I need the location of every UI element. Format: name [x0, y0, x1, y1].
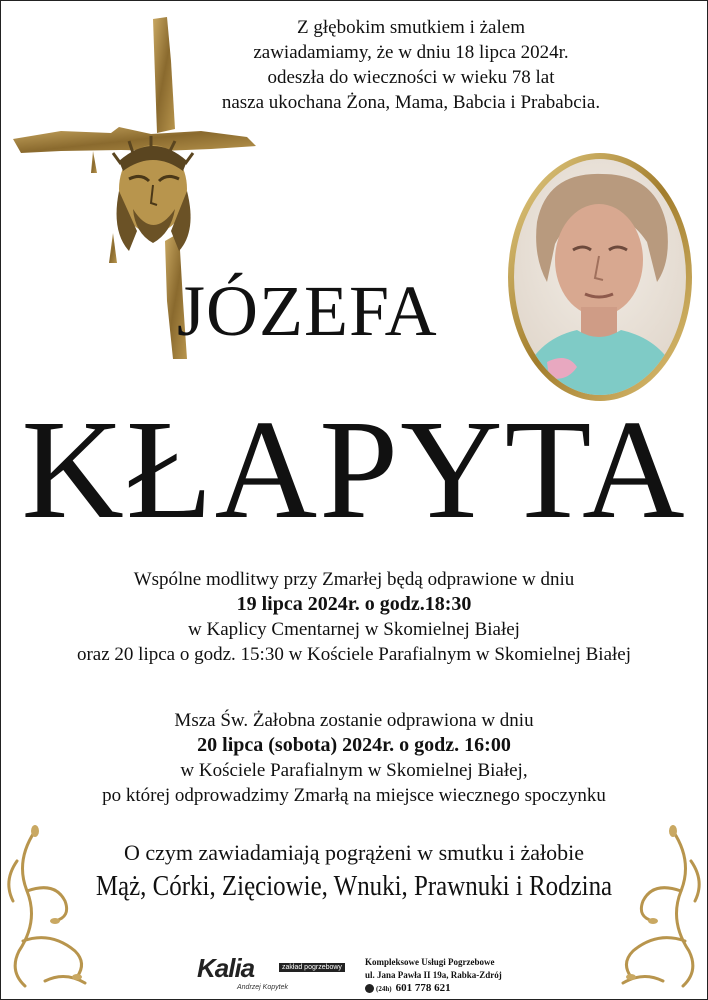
phone-number: 601 778 621 [395, 982, 451, 994]
company-phone-row [365, 982, 502, 996]
logo-owner: Andrzej Kopytek [237, 984, 288, 991]
company-name: Kompleksowe Usługi Pogrzebowe [365, 957, 495, 967]
phone-label: (24h) [376, 985, 392, 993]
family-line: Mąż, Córki, Zięciowie, Wnuki, Prawnuki i Rodzina [95, 870, 613, 902]
mass-section [1, 708, 707, 808]
phone-icon [365, 984, 374, 993]
logo-tag: zakład pogrzebowy [279, 963, 345, 972]
logo-name: Kalia [197, 953, 255, 983]
prayers-line: oraz 20 lipca o godz. 15:30 w Kościele Parafialnym w Skomielnej Białej [76, 644, 632, 665]
deceased-portrait-photo [507, 152, 693, 402]
mass-line: Msza Św. Żałobna zostanie odprawiona w dniu [174, 710, 534, 731]
intro-line: Z głębokim smutkiem i żalem [297, 17, 525, 38]
mass-date: 20 lipca (sobota) 2024r. o godz. 16:00 [197, 734, 511, 756]
closing-section [1, 839, 707, 905]
prayers-line: Wspólne modlitwy przy Zmarłej będą odprawione w dniu [133, 569, 575, 590]
first-name: JÓZEFA [177, 271, 438, 351]
closing-line: O czym zawiadamiają pogrążeni w smutku i żałobie [124, 840, 584, 865]
last-name: KŁAPYTA [21, 390, 687, 548]
intro-text [151, 15, 671, 115]
company-info [365, 956, 502, 996]
prayers-line: w Kaplicy Cmentarnej w Skomielnej Białej [188, 619, 520, 640]
company-address: ul. Jana Pawła II 19a, Rabka-Zdrój [365, 970, 502, 980]
mass-line: w Kościele Parafialnym w Skomielnej Białej, [180, 760, 528, 781]
mass-line: po której odprowadzimy Zmarłą na miejsce wiecznego spoczynku [102, 785, 606, 806]
prayers-section [1, 567, 707, 667]
intro-line: nasza ukochana Żona, Mama, Babcia i Prababcia. [221, 92, 601, 113]
intro-line: odeszła do wieczności w wieku 78 lat [267, 67, 555, 88]
prayers-date: 19 lipca 2024r. o godz.18:30 [236, 593, 472, 615]
intro-line: zawiadamiamy, że w dniu 18 lipca 2024r. [253, 42, 569, 63]
funeral-home-logo [197, 953, 342, 991]
